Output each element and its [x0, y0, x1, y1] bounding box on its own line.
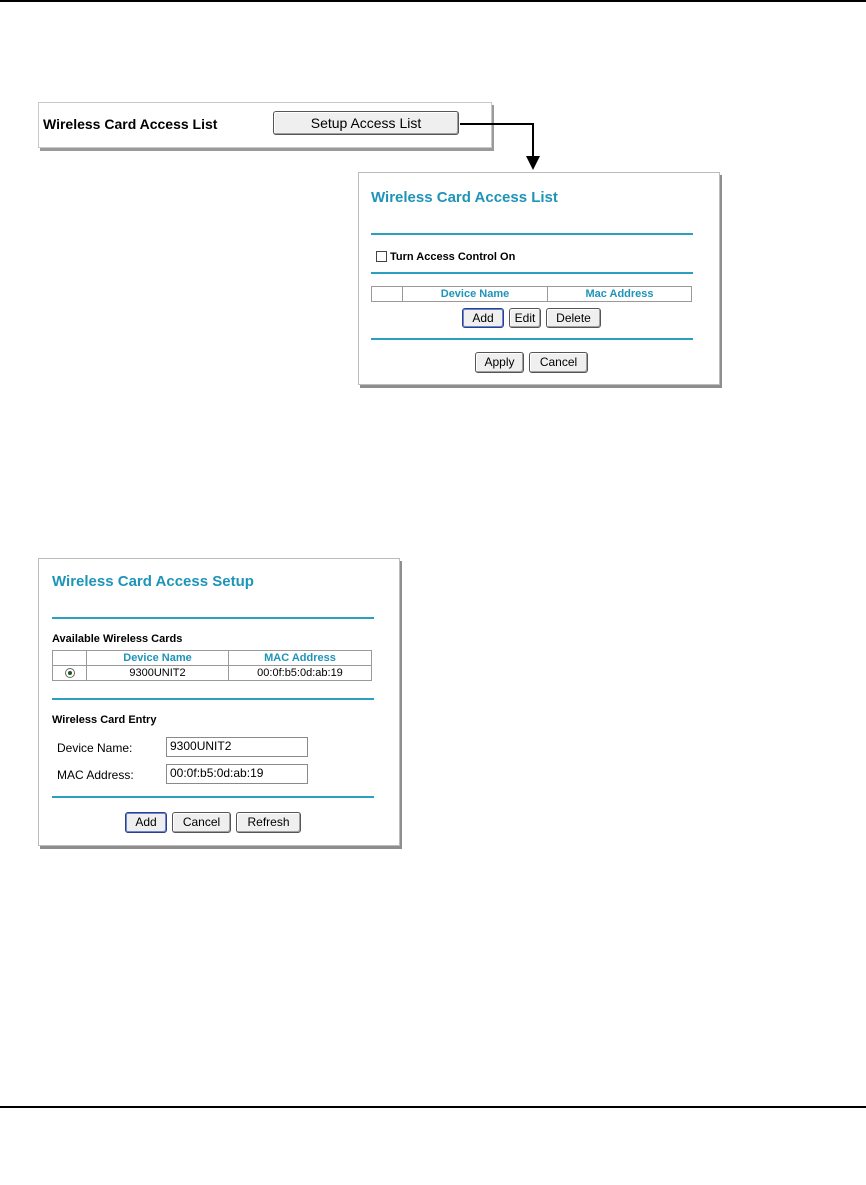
device-name-field[interactable]: 9300UNIT2: [166, 737, 308, 757]
apply-button[interactable]: Apply: [475, 352, 524, 373]
divider: [371, 233, 693, 235]
top-rule: [0, 0, 866, 2]
access-setup-title: Wireless Card Access Setup: [52, 573, 254, 590]
table-row[interactable]: [53, 666, 372, 681]
table-header-mac-address: MAC Address: [229, 651, 372, 666]
access-list-title: Wireless Card Access List: [371, 189, 558, 206]
refresh-button[interactable]: Refresh: [236, 812, 301, 833]
table-header-device-name: Device Name: [87, 651, 229, 666]
mac-address-label: MAC Address:: [57, 768, 134, 782]
row-device-name: 9300UNIT2: [87, 666, 229, 681]
row-select-radio[interactable]: [65, 668, 75, 678]
access-setup-panel: [38, 558, 400, 846]
strip-title: Wireless Card Access List: [43, 116, 218, 132]
cancel-button[interactable]: Cancel: [172, 812, 231, 833]
table-header-select: [53, 651, 87, 666]
available-cards-label: Available Wireless Cards: [52, 633, 183, 645]
access-list-table: [371, 286, 692, 302]
mac-address-field[interactable]: 00:0f:b5:0d:ab:19: [166, 764, 308, 784]
add-button[interactable]: Add: [462, 308, 504, 328]
row-mac-address: 00:0f:b5:0d:ab:19: [229, 666, 372, 681]
table-header-mac-address: Mac Address: [548, 287, 692, 302]
setup-access-list-button[interactable]: Setup Access List: [273, 111, 459, 135]
divider: [371, 338, 693, 340]
divider: [371, 272, 693, 274]
edit-button[interactable]: Edit: [509, 308, 541, 328]
available-cards-table: [52, 650, 372, 681]
access-list-panel: [358, 172, 720, 385]
add-button[interactable]: Add: [125, 812, 167, 833]
delete-button[interactable]: Delete: [546, 308, 601, 328]
arrow-connector: [456, 118, 546, 174]
wireless-card-entry-label: Wireless Card Entry: [52, 714, 157, 726]
table-header-select: [372, 287, 403, 302]
access-control-label: Turn Access Control On: [390, 251, 516, 263]
divider: [52, 796, 374, 798]
access-control-checkbox[interactable]: [376, 251, 387, 262]
table-header-device-name: Device Name: [403, 287, 548, 302]
device-name-label: Device Name:: [57, 741, 133, 755]
divider: [52, 698, 374, 700]
bottom-rule: [0, 1106, 866, 1108]
wireless-card-access-list-strip: [38, 102, 492, 148]
cancel-button[interactable]: Cancel: [529, 352, 588, 373]
row-select-cell[interactable]: [53, 666, 87, 681]
divider: [52, 617, 374, 619]
